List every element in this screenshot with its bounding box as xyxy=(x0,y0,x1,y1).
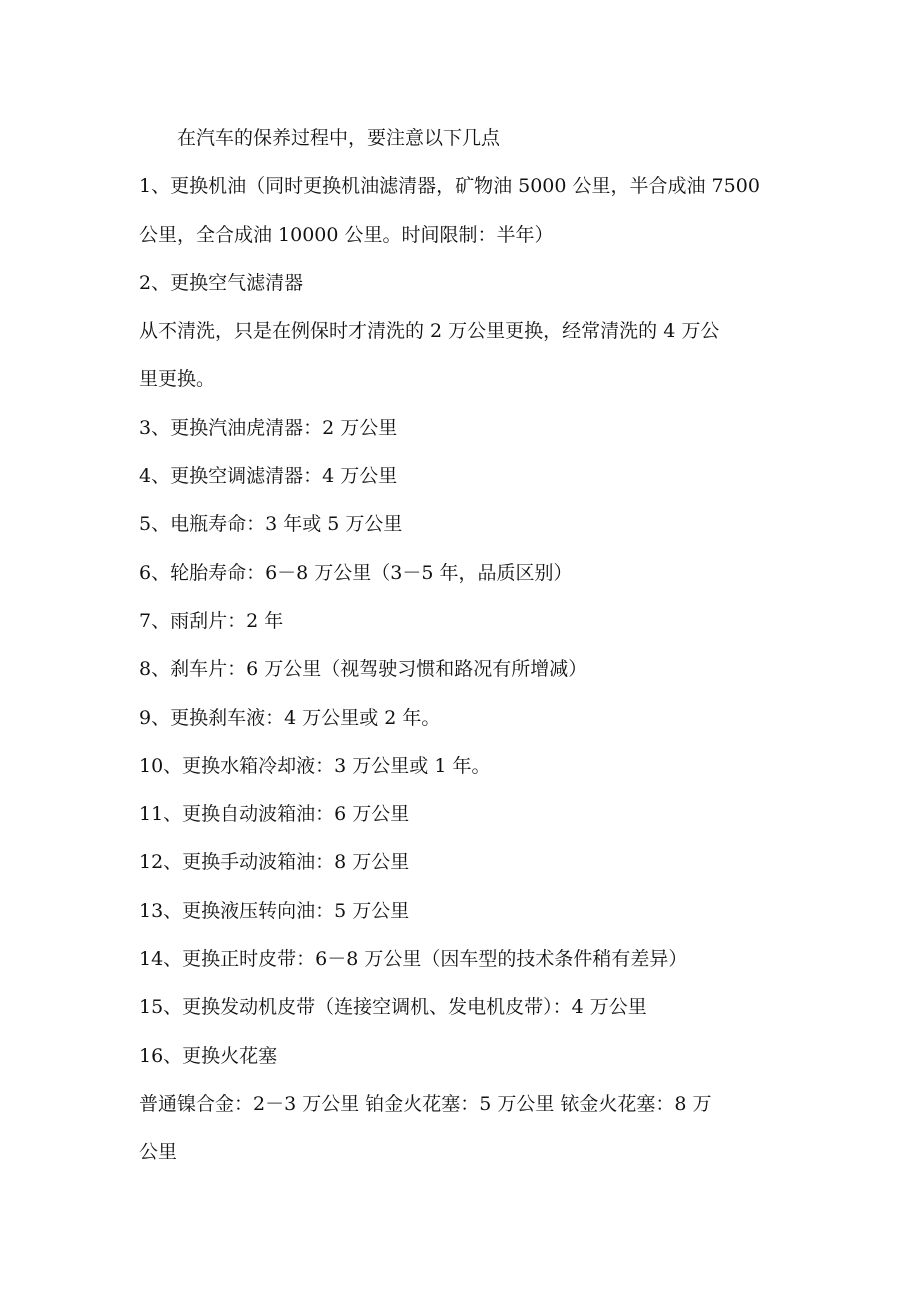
text-line-4: 从不清洗，只是在例保时才清洗的 2 万公里更换，经常清洗的 4 万公 xyxy=(139,320,720,343)
text-line-11: 8、刹车片：6 万公里（视驾驶习惯和路况有所增减） xyxy=(139,658,588,681)
text-line-2: 公里，全合成油 10000 公里。时间限制：半年） xyxy=(139,223,554,246)
intro-line: 在汽车的保养过程中，要注意以下几点 xyxy=(177,127,501,149)
text-line-12: 9、更换刹车液：4 万公里或 2 年。 xyxy=(139,706,441,729)
text-line-6: 3、更换汽油虎清器：2 万公里 xyxy=(139,416,398,439)
text-line-10: 7、雨刮片：2 年 xyxy=(139,609,284,632)
text-line-19: 16、更换火花塞 xyxy=(139,1044,278,1067)
text-line-17: 14、更换正时皮带：6－8 万公里（因车型的技术条件稍有差异） xyxy=(139,948,688,971)
text-line-21: 公里 xyxy=(139,1141,178,1164)
text-line-15: 12、更换手动波箱油：8 万公里 xyxy=(139,851,410,874)
text-line-13: 10、更换水箱冷却液：3 万公里或 1 年。 xyxy=(139,754,491,777)
text-line-16: 13、更换液压转向油：5 万公里 xyxy=(139,899,410,922)
text-line-3: 2、更换空气滤清器 xyxy=(139,271,304,294)
text-line-18: 15、更换发动机皮带（连接空调机、发电机皮带）：4 万公里 xyxy=(139,996,647,1019)
text-line-9: 6、轮胎寿命：6－8 万公里（3－5 年，品质区别） xyxy=(139,561,573,584)
text-line-8: 5、电瓶寿命：3 年或 5 万公里 xyxy=(139,513,403,536)
text-line-20: 普通镍合金：2－3 万公里 铂金火花塞：5 万公里 铱金火花塞：8 万 xyxy=(139,1092,712,1115)
text-line-14: 11、更换自动波箱油：6 万公里 xyxy=(139,803,410,826)
document-body xyxy=(139,114,789,1177)
text-line-1: 1、更换机油（同时更换机油滤清器，矿物油 5000 公里，半合成油 7500 xyxy=(139,175,760,198)
text-line-5: 里更换。 xyxy=(139,368,216,391)
text-line-7: 4、更换空调滤清器：4 万公里 xyxy=(139,465,398,488)
